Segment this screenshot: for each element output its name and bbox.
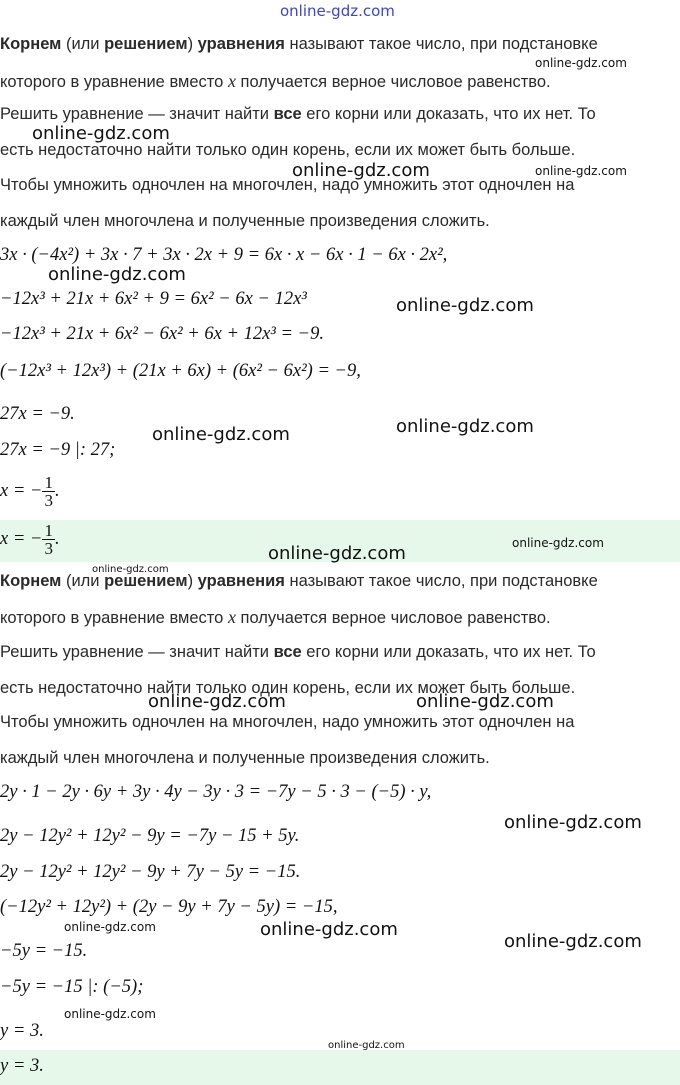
step-1: 3x · (−4x²) + 3x · 7 + 3x · 2x + 9 = 6x · x − 6x · 1 − 6x · 2x²,: [0, 245, 448, 265]
intro-line-3: [0, 643, 596, 662]
intro-line-5: Чтобы умножить одночлен на многочлен, надо умножить этот одночлен на: [0, 713, 575, 731]
step-5: 27x = −9.: [0, 404, 75, 424]
fraction: [42, 522, 55, 557]
answer-line: [0, 522, 60, 557]
intro-line-1: [0, 572, 598, 591]
intro-line-2: [0, 607, 551, 628]
intro-text: Решить уравнение — значит найти: [0, 643, 274, 661]
intro-text: его корни или доказать, что их нет. То: [301, 105, 596, 123]
intro-text: которого в уравнение вместо: [0, 73, 228, 91]
result-line: [0, 474, 60, 509]
watermark: online-gdz.com: [64, 1007, 156, 1021]
intro-text: (или: [61, 572, 105, 590]
intro-line-1: [0, 35, 598, 54]
step-5: −5y = −15.: [0, 941, 88, 961]
intro-text: ): [187, 35, 198, 53]
step-4: (−12x³ + 12x³) + (21x + 6x) + (6x² − 6x²) = −9,: [0, 361, 361, 381]
watermark: online-gdz.com: [32, 123, 170, 144]
watermark: online-gdz.com: [48, 264, 186, 285]
term-solution: решением: [104, 35, 188, 53]
term-equation: уравнения: [197, 35, 285, 53]
result-prefix: x = −: [0, 480, 43, 501]
variable-x: x: [227, 607, 236, 627]
intro-line-3: [0, 105, 596, 124]
watermark: online-gdz.com: [152, 424, 290, 445]
step-6: 27x = −9 |: 27;: [0, 440, 116, 460]
watermark: online-gdz.com: [535, 164, 627, 178]
watermark: online-gdz.com: [396, 416, 534, 437]
intro-text: ): [187, 572, 198, 590]
intro-text: которого в уравнение вместо: [0, 609, 228, 627]
term-all: все: [273, 643, 302, 661]
step-1: 2y · 1 − 2y · 6y + 3y · 4y − 3y · 3 = −7y − 5 · 3 − (−5) · y,: [0, 782, 432, 802]
term-equation: уравнения: [197, 572, 285, 590]
intro-text: называют такое число, при подстановке: [284, 35, 598, 53]
answer-line: y = 3.: [0, 1056, 44, 1076]
fraction: [42, 474, 55, 509]
watermark: online-gdz.com: [268, 543, 406, 564]
answer-prefix: x = −: [0, 528, 43, 549]
watermark: online-gdz.com: [148, 691, 286, 712]
step-6: −5y = −15 |: (−5);: [0, 977, 144, 997]
watermark: online-gdz.com: [92, 564, 169, 575]
term-solution: решением: [104, 572, 188, 590]
watermark: online-gdz.com: [292, 160, 430, 181]
intro-text: (или: [61, 35, 105, 53]
watermark: online-gdz.com: [260, 919, 398, 940]
watermark: online-gdz.com: [504, 812, 642, 833]
watermark: online-gdz.com: [64, 920, 156, 934]
step-2: −12x³ + 21x + 6x² + 9 = 6x² − 6x − 12x³: [0, 289, 307, 309]
watermark: online-gdz.com: [416, 691, 554, 712]
watermark: online-gdz.com: [535, 56, 627, 70]
answer-suffix: .: [54, 528, 60, 549]
term-root: Корнем: [0, 35, 62, 53]
watermark: online-gdz.com: [512, 536, 604, 550]
intro-text: его корни или доказать, что их нет. То: [301, 643, 596, 661]
intro-line-4: есть недостаточно найти только один корень, если их может быть больше.: [0, 141, 576, 159]
step-3: −12x³ + 21x + 6x² − 6x² + 6x + 12x³ = −9.: [0, 324, 324, 344]
fraction-numerator: 1: [44, 473, 53, 492]
intro-text: получается верное числовое равенство.: [235, 609, 551, 627]
intro-text: называют такое число, при подстановке: [284, 572, 598, 590]
intro-line-6: каждый член многочлена и полученные произведения сложить.: [0, 749, 490, 767]
intro-line-2: [0, 71, 551, 92]
intro-text: получается верное числовое равенство.: [235, 73, 551, 91]
watermark-top: online-gdz.com: [280, 2, 395, 20]
intro-line-6: каждый член многочлена и полученные произведения сложить.: [0, 212, 490, 230]
result-suffix: .: [54, 480, 60, 501]
term-all: все: [273, 105, 302, 123]
watermark: online-gdz.com: [328, 1040, 405, 1051]
step-2: 2y − 12y² + 12y² − 9y = −7y − 15 + 5y.: [0, 826, 300, 846]
fraction-denominator: 3: [44, 539, 53, 558]
step-4: (−12y² + 12y²) + (2y − 9y + 7y − 5y) = −15,: [0, 897, 338, 917]
intro-line-5: Чтобы умножить одночлен на многочлен, надо умножить этот одночлен на: [0, 176, 575, 194]
intro-line-4: есть недостаточно найти только один корень, если их может быть больше.: [0, 679, 576, 697]
term-root: Корнем: [0, 572, 62, 590]
fraction-denominator: 3: [44, 491, 53, 510]
variable-x: x: [227, 71, 236, 91]
watermark: online-gdz.com: [504, 931, 642, 952]
fraction-numerator: 1: [44, 521, 53, 540]
intro-text: Решить уравнение — значит найти: [0, 105, 274, 123]
answer-box: [0, 1050, 680, 1085]
step-7: y = 3.: [0, 1021, 44, 1041]
watermark: online-gdz.com: [396, 295, 534, 316]
step-3: 2y − 12y² + 12y² − 9y + 7y − 5y = −15.: [0, 862, 301, 882]
